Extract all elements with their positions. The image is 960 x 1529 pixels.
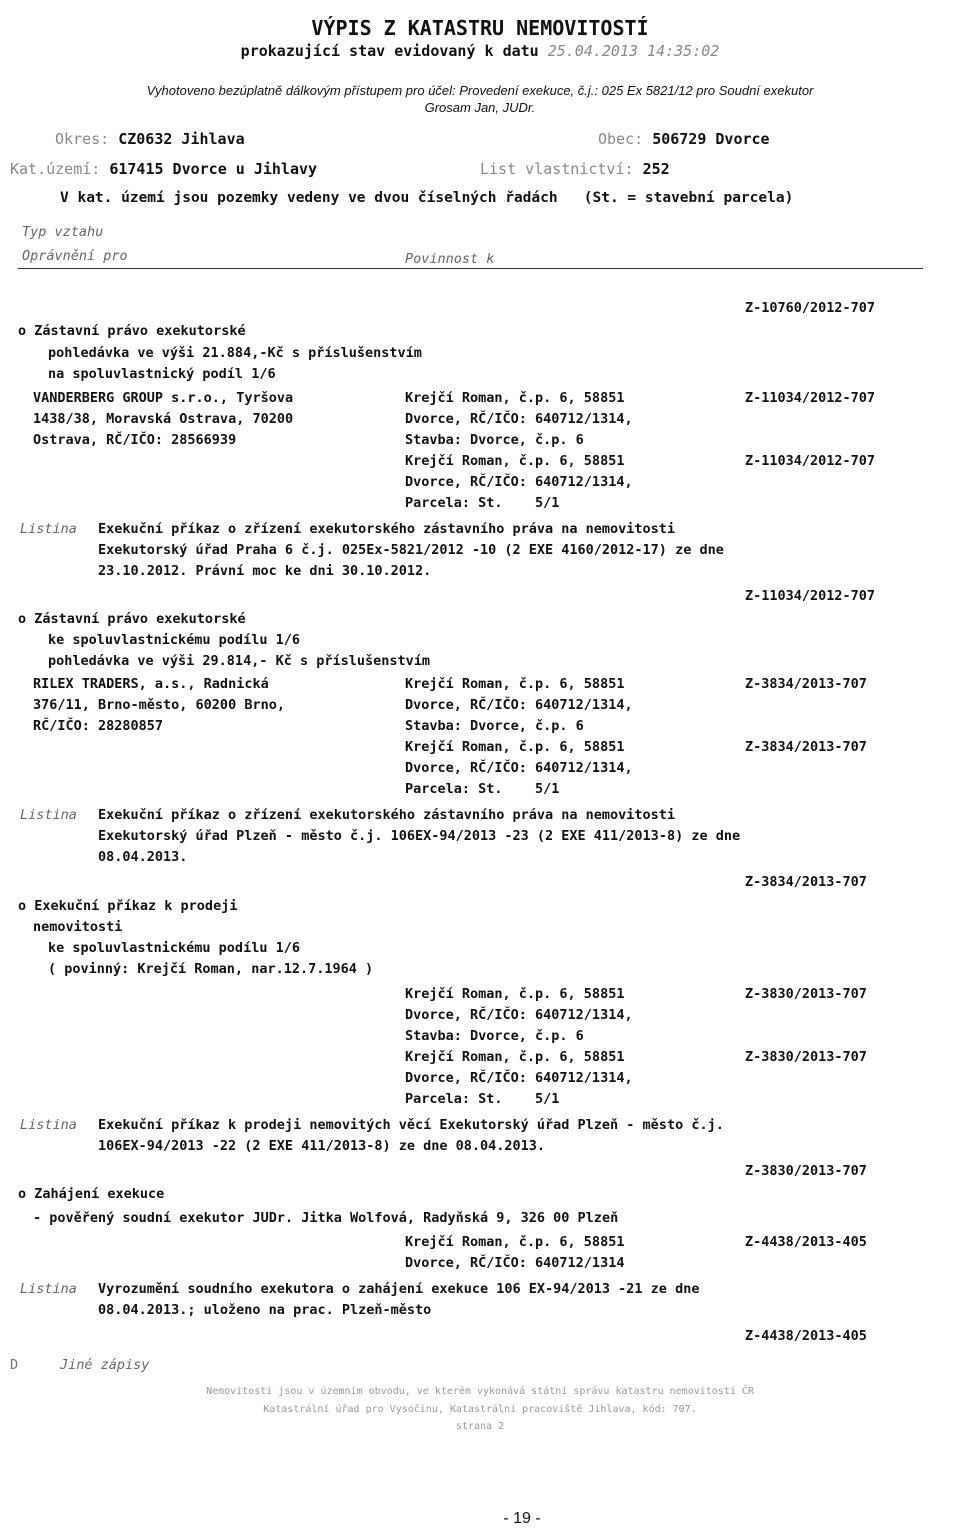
column-opravneni-pro: Oprávnění pro [22, 248, 128, 264]
entry-line: RILEX TRADERS, a.s., Radnická [33, 676, 269, 692]
entry-line: o Zahájení exekuce [18, 1186, 165, 1202]
document-title: VÝPIS Z KATASTRU NEMOVITOSTÍ [311, 16, 649, 40]
purpose-line-2: Grosam Jan, JUDr. [424, 100, 536, 115]
entry-line: Exekuční příkaz k prodeji nemovitých věcí Exekutorský úřad Plzeň - město č.j. [98, 1117, 724, 1133]
lv-row [480, 160, 670, 178]
entry-line: 106EX-94/2013 -22 (2 EXE 411/2013-8) ze dne 08.04.2013. [98, 1138, 546, 1154]
entry-line: Exekutorský úřad Plzeň - město č.j. 106EX-94/2013 -23 (2 EXE 411/2013-8) ze dne [98, 828, 741, 844]
entry-line: 08.04.2013.; uloženo na prac. Plzeň-město [98, 1302, 432, 1318]
entry-line: Z-11034/2012-707 [745, 588, 876, 604]
header-divider [18, 268, 923, 269]
lv-label: List vlastnictví: [480, 160, 634, 178]
entry-line: Z-11034/2012-707 [745, 390, 876, 406]
okres-label: Okres: [55, 130, 110, 148]
entry-line: Krejčí Roman, č.p. 6, 58851 [405, 986, 625, 1002]
parcel-note: V kat. území jsou pozemky vedeny ve dvou číselných řadách (St. = stavební parcela) [60, 190, 794, 206]
obec-row [598, 130, 770, 148]
entry-line: ke spoluvlastnickému podílu 1/6 [48, 632, 300, 648]
entry-line: Exekuční příkaz o zřízení exekutorského zástavního práva na nemovitosti [98, 521, 676, 537]
footer-line-1: Nemovitosti jsou v územním obvodu, ve kterém vykonává státní správu katastru nemovitostí ČR [206, 1386, 754, 1397]
entry-line: RČ/IČO: 28280857 [33, 718, 164, 734]
footer-page: strana 2 [455, 1421, 505, 1432]
listina-label: Listina [20, 1117, 77, 1133]
entry-line: Krejčí Roman, č.p. 6, 58851 [405, 453, 625, 469]
okres-value: CZ0632 Jihlava [118, 130, 245, 148]
entry-line: ke spoluvlastnickému podílu 1/6 [48, 940, 300, 956]
entry-line: Parcela: St. 5/1 [405, 1091, 560, 1107]
obec-label: Obec: [598, 130, 644, 148]
page-number: - 19 - [503, 1510, 541, 1527]
document-subtitle [0, 42, 960, 60]
entry-line: o Zástavní právo exekutorské [18, 323, 246, 339]
listina-label: Listina [20, 807, 77, 823]
katuzemi-label: Kat.území: [10, 160, 101, 178]
entry-line: Dvorce, RČ/IČO: 640712/1314, [405, 1070, 633, 1086]
entry-line: pohledávka ve výši 29.814,- Kč s příslušenstvím [48, 653, 431, 669]
entry-line: Krejčí Roman, č.p. 6, 58851 [405, 1234, 625, 1250]
entry-line: 08.04.2013. [98, 849, 188, 865]
entry-line: pohledávka ve výši 21.884,-Kč s příslušenstvím [48, 345, 422, 361]
entry-line: - pověřený soudní exekutor JUDr. Jitka Wolfová, Radyňská 9, 326 00 Plzeň [33, 1210, 619, 1226]
entry-line: Z-3834/2013-707 [745, 676, 867, 692]
katuzemi-value: 617415 Dvorce u Jihlavy [109, 160, 318, 178]
entry-line: na spoluvlastnický podíl 1/6 [48, 366, 276, 382]
entry-line: Stavba: Dvorce, č.p. 6 [405, 432, 584, 448]
entry-line: Z-11034/2012-707 [745, 453, 876, 469]
entry-line: Krejčí Roman, č.p. 6, 58851 [405, 390, 625, 406]
entry-line: 23.10.2012. Právní moc ke dni 30.10.2012. [98, 563, 432, 579]
section-d-label: Jiné zápisy [60, 1357, 150, 1373]
entry-line: Ostrava, RČ/IČO: 28566939 [33, 432, 237, 448]
entry-line: Z-3830/2013-707 [745, 1049, 867, 1065]
entry-line: nemovitosti [33, 919, 123, 935]
subtitle-text: prokazující stav evidovaný k datu [240, 42, 539, 60]
entry-line: Krejčí Roman, č.p. 6, 58851 [405, 1049, 625, 1065]
listina-label: Listina [20, 1281, 77, 1297]
purpose-line-1: Vyhotoveno bezúplatně dálkovým přístupem pro účel: Provedení exekuce, č.j.: 025 Ex 5821/12 pro Soudní exekutor [146, 83, 814, 98]
entry-line: Parcela: St. 5/1 [405, 495, 560, 511]
footer-line-2: Katastrální úřad pro Vysočinu, Katastrální pracoviště Jihlava, kód: 707. [263, 1404, 697, 1415]
entry-line: Dvorce, RČ/IČO: 640712/1314, [405, 1007, 633, 1023]
entry-line: Krejčí Roman, č.p. 6, 58851 [405, 676, 625, 692]
lv-value: 252 [642, 160, 670, 178]
obec-value: 506729 Dvorce [652, 130, 770, 148]
katuzemi-row [10, 160, 317, 178]
entry-line: Z-10760/2012-707 [745, 300, 876, 316]
section-d-letter: D [10, 1357, 19, 1373]
entry-line: Dvorce, RČ/IČO: 640712/1314 [405, 1255, 625, 1271]
entry-line: Z-3830/2013-707 [745, 1163, 867, 1179]
entry-line: Exekutorský úřad Praha 6 č.j. 025Ex-5821/2012 -10 (2 EXE 4160/2012-17) ze dne [98, 542, 724, 558]
entry-line: o Zástavní právo exekutorské [18, 611, 246, 627]
entry-line: Dvorce, RČ/IČO: 640712/1314, [405, 411, 633, 427]
entry-line: Z-4438/2013-405 [745, 1234, 867, 1250]
entry-line: Parcela: St. 5/1 [405, 781, 560, 797]
entry-line: Krejčí Roman, č.p. 6, 58851 [405, 739, 625, 755]
column-typ-vztahu: Typ vztahu [22, 224, 104, 240]
entry-line: Dvorce, RČ/IČO: 640712/1314, [405, 697, 633, 713]
entry-line: o Exekuční příkaz k prodeji [18, 898, 238, 914]
entry-line: Vyrozumění soudního exekutora o zahájení exekuce 106 EX-94/2013 -21 ze dne [98, 1281, 700, 1297]
entry-line: Dvorce, RČ/IČO: 640712/1314, [405, 760, 633, 776]
column-povinnost-k: Povinnost k [405, 251, 495, 267]
okres-row [55, 130, 245, 148]
entry-line: 1438/38, Moravská Ostrava, 70200 [33, 411, 294, 427]
entry-line: Stavba: Dvorce, č.p. 6 [405, 718, 584, 734]
entry-line: Stavba: Dvorce, č.p. 6 [405, 1028, 584, 1044]
listina-label: Listina [20, 521, 77, 537]
entry-line: Dvorce, RČ/IČO: 640712/1314, [405, 474, 633, 490]
entry-line: Z-4438/2013-405 [745, 1328, 867, 1344]
entry-line: 376/11, Brno-město, 60200 Brno, [33, 697, 285, 713]
entry-line: Z-3834/2013-707 [745, 874, 867, 890]
entry-line: Exekuční příkaz o zřízení exekutorského zástavního práva na nemovitosti [98, 807, 676, 823]
date-stamp: 25.04.2013 14:35:02 [547, 42, 720, 60]
entry-line: Z-3830/2013-707 [745, 986, 867, 1002]
entry-line: VANDERBERG GROUP s.r.o., Tyršova [33, 390, 294, 406]
entry-line: ( povinný: Krejčí Roman, nar.12.7.1964 ) [48, 961, 374, 977]
entry-line: Z-3834/2013-707 [745, 739, 867, 755]
